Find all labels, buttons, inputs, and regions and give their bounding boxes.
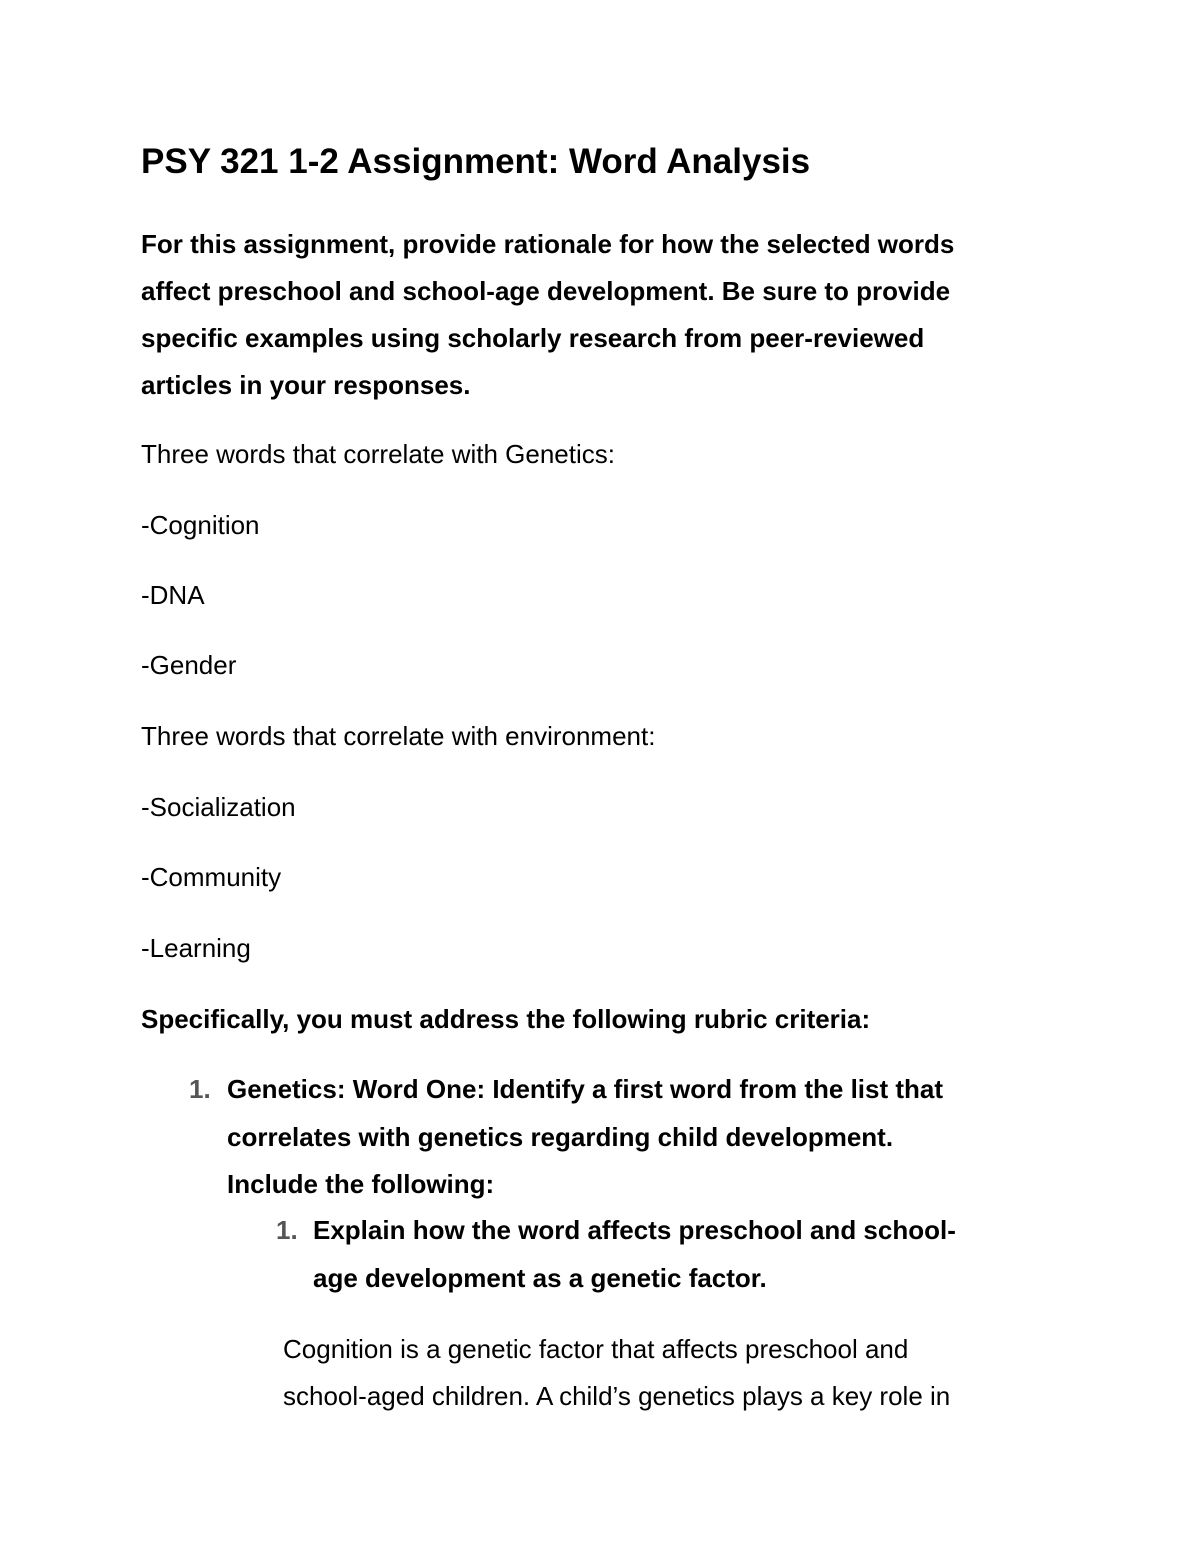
environment-heading: Three words that correlate with environment:	[141, 721, 656, 751]
criterion-number: 1.	[189, 1074, 211, 1104]
environment-word-learning: -Learning	[141, 933, 251, 963]
assignment-instructions	[141, 221, 1071, 409]
instruction-line: affect preschool and school-age development. Be sure to provide	[141, 276, 951, 306]
criterion-line: Genetics: Word One: Identify a first word from the list that	[227, 1074, 944, 1104]
genetics-word-gender: -Gender	[141, 650, 237, 680]
response-line: school-aged children. A child’s genetics plays a key role in	[283, 1381, 951, 1411]
instruction-line: For this assignment, provide rationale for how the selected words	[141, 229, 955, 259]
environment-word-socialization: -Socialization	[141, 792, 296, 822]
environment-word-community: -Community	[141, 862, 282, 892]
document-title: PSY 321 1-2 Assignment: Word Analysis	[141, 142, 811, 181]
criterion-line: Include the following:	[227, 1169, 495, 1199]
instruction-line: articles in your responses.	[141, 370, 471, 400]
sub-criterion-line: age development as a genetic factor.	[313, 1263, 767, 1293]
response-line: Cognition is a genetic factor that affects preschool and	[283, 1334, 909, 1364]
criterion-line: correlates with genetics regarding child development.	[227, 1122, 894, 1152]
genetics-heading: Three words that correlate with Genetics:	[141, 439, 615, 469]
genetics-word-cognition: -Cognition	[141, 510, 260, 540]
sub-criterion-line: Explain how the word affects preschool and school-	[313, 1215, 956, 1245]
genetics-word-dna: -DNA	[141, 580, 205, 610]
sub-criterion-number: 1.	[276, 1215, 298, 1245]
rubric-heading: Specifically, you must address the following rubric criteria:	[141, 1004, 871, 1034]
instruction-line: specific examples using scholarly research from peer-reviewed	[141, 323, 925, 353]
